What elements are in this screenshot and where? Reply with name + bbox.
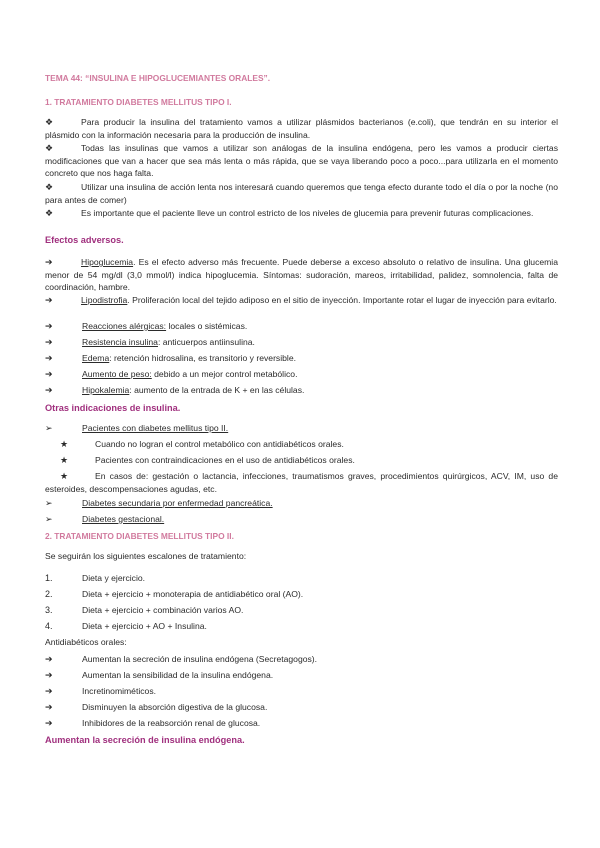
dm2-label: Pacientes con diabetes mellitus tipo II. bbox=[82, 423, 229, 433]
step-text: Dieta y ejercicio. bbox=[82, 573, 146, 583]
section2-intro: Se seguirán los siguientes escalones de tratamiento: bbox=[45, 551, 247, 561]
step-text: Dieta + ejercicio + AO + Insulina. bbox=[82, 621, 207, 631]
list-item: Disminuyen la absorción digestiva de la glucosa. bbox=[82, 702, 268, 712]
secretagogues-heading: Aumentan la secreción de insulina endógena. bbox=[45, 735, 245, 745]
step-number: 3. bbox=[45, 605, 53, 615]
triangle-bullet-icon: ➢ bbox=[45, 423, 53, 433]
list-item bbox=[82, 336, 558, 349]
list-item bbox=[82, 384, 558, 397]
step-number: 1. bbox=[45, 573, 53, 583]
list-item: Pacientes con contraindicaciones en el uso de antidiabéticos orales. bbox=[95, 455, 355, 465]
oral-antidiabetics-label: Antidiabéticos orales: bbox=[45, 637, 127, 647]
arrow-bullet-icon: ➔ bbox=[45, 385, 53, 395]
list-item: Aumentan la sensibilidad de la insulina endógena. bbox=[82, 670, 274, 680]
triangle-bullet-icon: ➢ bbox=[45, 514, 53, 524]
list-item bbox=[45, 256, 558, 294]
arrow-bullet-icon: ➔ bbox=[45, 702, 53, 712]
term-description: : aumento de la entrada de K + en las células. bbox=[129, 385, 305, 395]
arrow-bullet-icon: ➔ bbox=[45, 654, 53, 664]
term-description: . Es el efecto adverso más frecuente. Puede deberse a exceso absoluto o relativo de insulina. Una glucemia menor de 54 mg/dl (3,0 mmol/l) indica hipoglucemia. Síntomas: sudoración, mareos, irritabilidad, palidez, somnolencia, falta de coordinación, hambre. bbox=[45, 257, 558, 292]
arrow-bullet-icon: ➔ bbox=[45, 686, 53, 696]
diamond-bullet-icon: ❖ bbox=[45, 208, 54, 218]
term-description: : anticuerpos antiinsulina. bbox=[157, 337, 255, 347]
term: Edema bbox=[82, 353, 110, 363]
pancreatic-diabetes: Diabetes secundaria por enfermedad pancreática. bbox=[82, 498, 273, 508]
list-item bbox=[82, 320, 558, 333]
list-item: Incretinomiméticos. bbox=[82, 686, 157, 696]
section1-heading: 1. TRATAMIENTO DIABETES MELLITUS TIPO I. bbox=[45, 97, 232, 107]
diamond-bullet-icon: ❖ bbox=[45, 143, 54, 153]
triangle-bullet-icon: ➢ bbox=[45, 498, 53, 508]
arrow-bullet-icon: ➔ bbox=[45, 321, 53, 331]
arrow-bullet-icon: ➔ bbox=[45, 718, 53, 728]
step-text: Dieta + ejercicio + monoterapia de antidiabético oral (AO). bbox=[82, 589, 304, 599]
arrow-bullet-icon: ➔ bbox=[45, 337, 53, 347]
term-description: debido a un mejor control metabólico. bbox=[151, 369, 298, 379]
term: Reacciones alérgicas: bbox=[82, 321, 167, 331]
list-item: Inhibidores de la reabsorción renal de glucosa. bbox=[82, 718, 261, 728]
star-bullet-icon: ★ bbox=[60, 471, 69, 481]
document-title: TEMA 44: “INSULINA E HIPOGLUCEMIANTES ORALES”. bbox=[45, 73, 271, 83]
diamond-bullet-icon: ❖ bbox=[45, 182, 54, 192]
diamond-bullet-icon: ❖ bbox=[45, 117, 54, 127]
term-description: . Proliferación local del tejido adiposo en el sitio de inyección. Importante rotar el lugar de inyección para evitarlo. bbox=[127, 295, 557, 305]
term: Lipodistrofia bbox=[81, 295, 128, 305]
paragraph: Utilizar una insulina de acción lenta nos interesará cuando queremos que tenga efecto durante todo el día o por la noche (no para antes de comer) bbox=[45, 182, 558, 205]
term-description: locales o sistémicas. bbox=[166, 321, 248, 331]
list-item bbox=[82, 368, 558, 381]
section2-heading: 2. TRATAMIENTO DIABETES MELLITUS TIPO II. bbox=[45, 531, 234, 541]
arrow-bullet-icon: ➔ bbox=[45, 670, 53, 680]
star-bullet-icon: ★ bbox=[60, 439, 69, 449]
arrow-bullet-icon: ➔ bbox=[45, 295, 53, 305]
term: Hipokalemia bbox=[82, 385, 130, 395]
step-text: Dieta + ejercicio + combinación varios AO. bbox=[82, 605, 244, 615]
star-bullet-icon: ★ bbox=[60, 455, 69, 465]
arrow-bullet-icon: ➔ bbox=[45, 257, 53, 267]
list-item: Aumentan la secreción de insulina endógena (Secretagogos). bbox=[82, 654, 318, 664]
list-item: En casos de: gestación o lactancia, infecciones, traumatismos graves, procedimientos quirúrgicos, ACV, IM, uso de esteroides, descompensaciones agudas, etc. bbox=[45, 471, 558, 494]
list-item: Cuando no logran el control metabólico con antidiabéticos orales. bbox=[95, 439, 344, 449]
arrow-bullet-icon: ➔ bbox=[45, 353, 53, 363]
term: Hipoglucemia bbox=[81, 257, 134, 267]
adverse-effects-heading: Efectos adversos. bbox=[45, 235, 124, 245]
gestational-diabetes: Diabetes gestacional. bbox=[82, 514, 165, 524]
step-number: 4. bbox=[45, 621, 53, 631]
term-description: : retención hidrosalina, es transitorio y reversible. bbox=[109, 353, 296, 363]
arrow-bullet-icon: ➔ bbox=[45, 369, 53, 379]
list-item bbox=[82, 352, 558, 365]
list-item bbox=[45, 294, 558, 307]
step-number: 2. bbox=[45, 589, 53, 599]
term: Aumento de peso: bbox=[82, 369, 152, 379]
other-indications-heading: Otras indicaciones de insulina. bbox=[45, 403, 181, 413]
paragraph: Es importante que el paciente lleve un control estricto de los niveles de glucemia para prevenir futuras complicaciones. bbox=[81, 208, 534, 218]
paragraph: Para producir la insulina del tratamiento vamos a utilizar plásmidos bacterianos (e.coli), que tendrán en su interior el plásmido con la información necesaria para la producción de insulina. bbox=[45, 117, 558, 140]
paragraph: Todas las insulinas que vamos a utilizar son análogas de la insulina endógena, pero les vamos a producir ciertas modificaciones que van a hacer que sea más lenta o más rápida, que se vaya liberando poco a poco...para utilizarla en el momento concreto que nos haga falta. bbox=[45, 143, 558, 178]
term: Resistencia insulina bbox=[82, 337, 158, 347]
